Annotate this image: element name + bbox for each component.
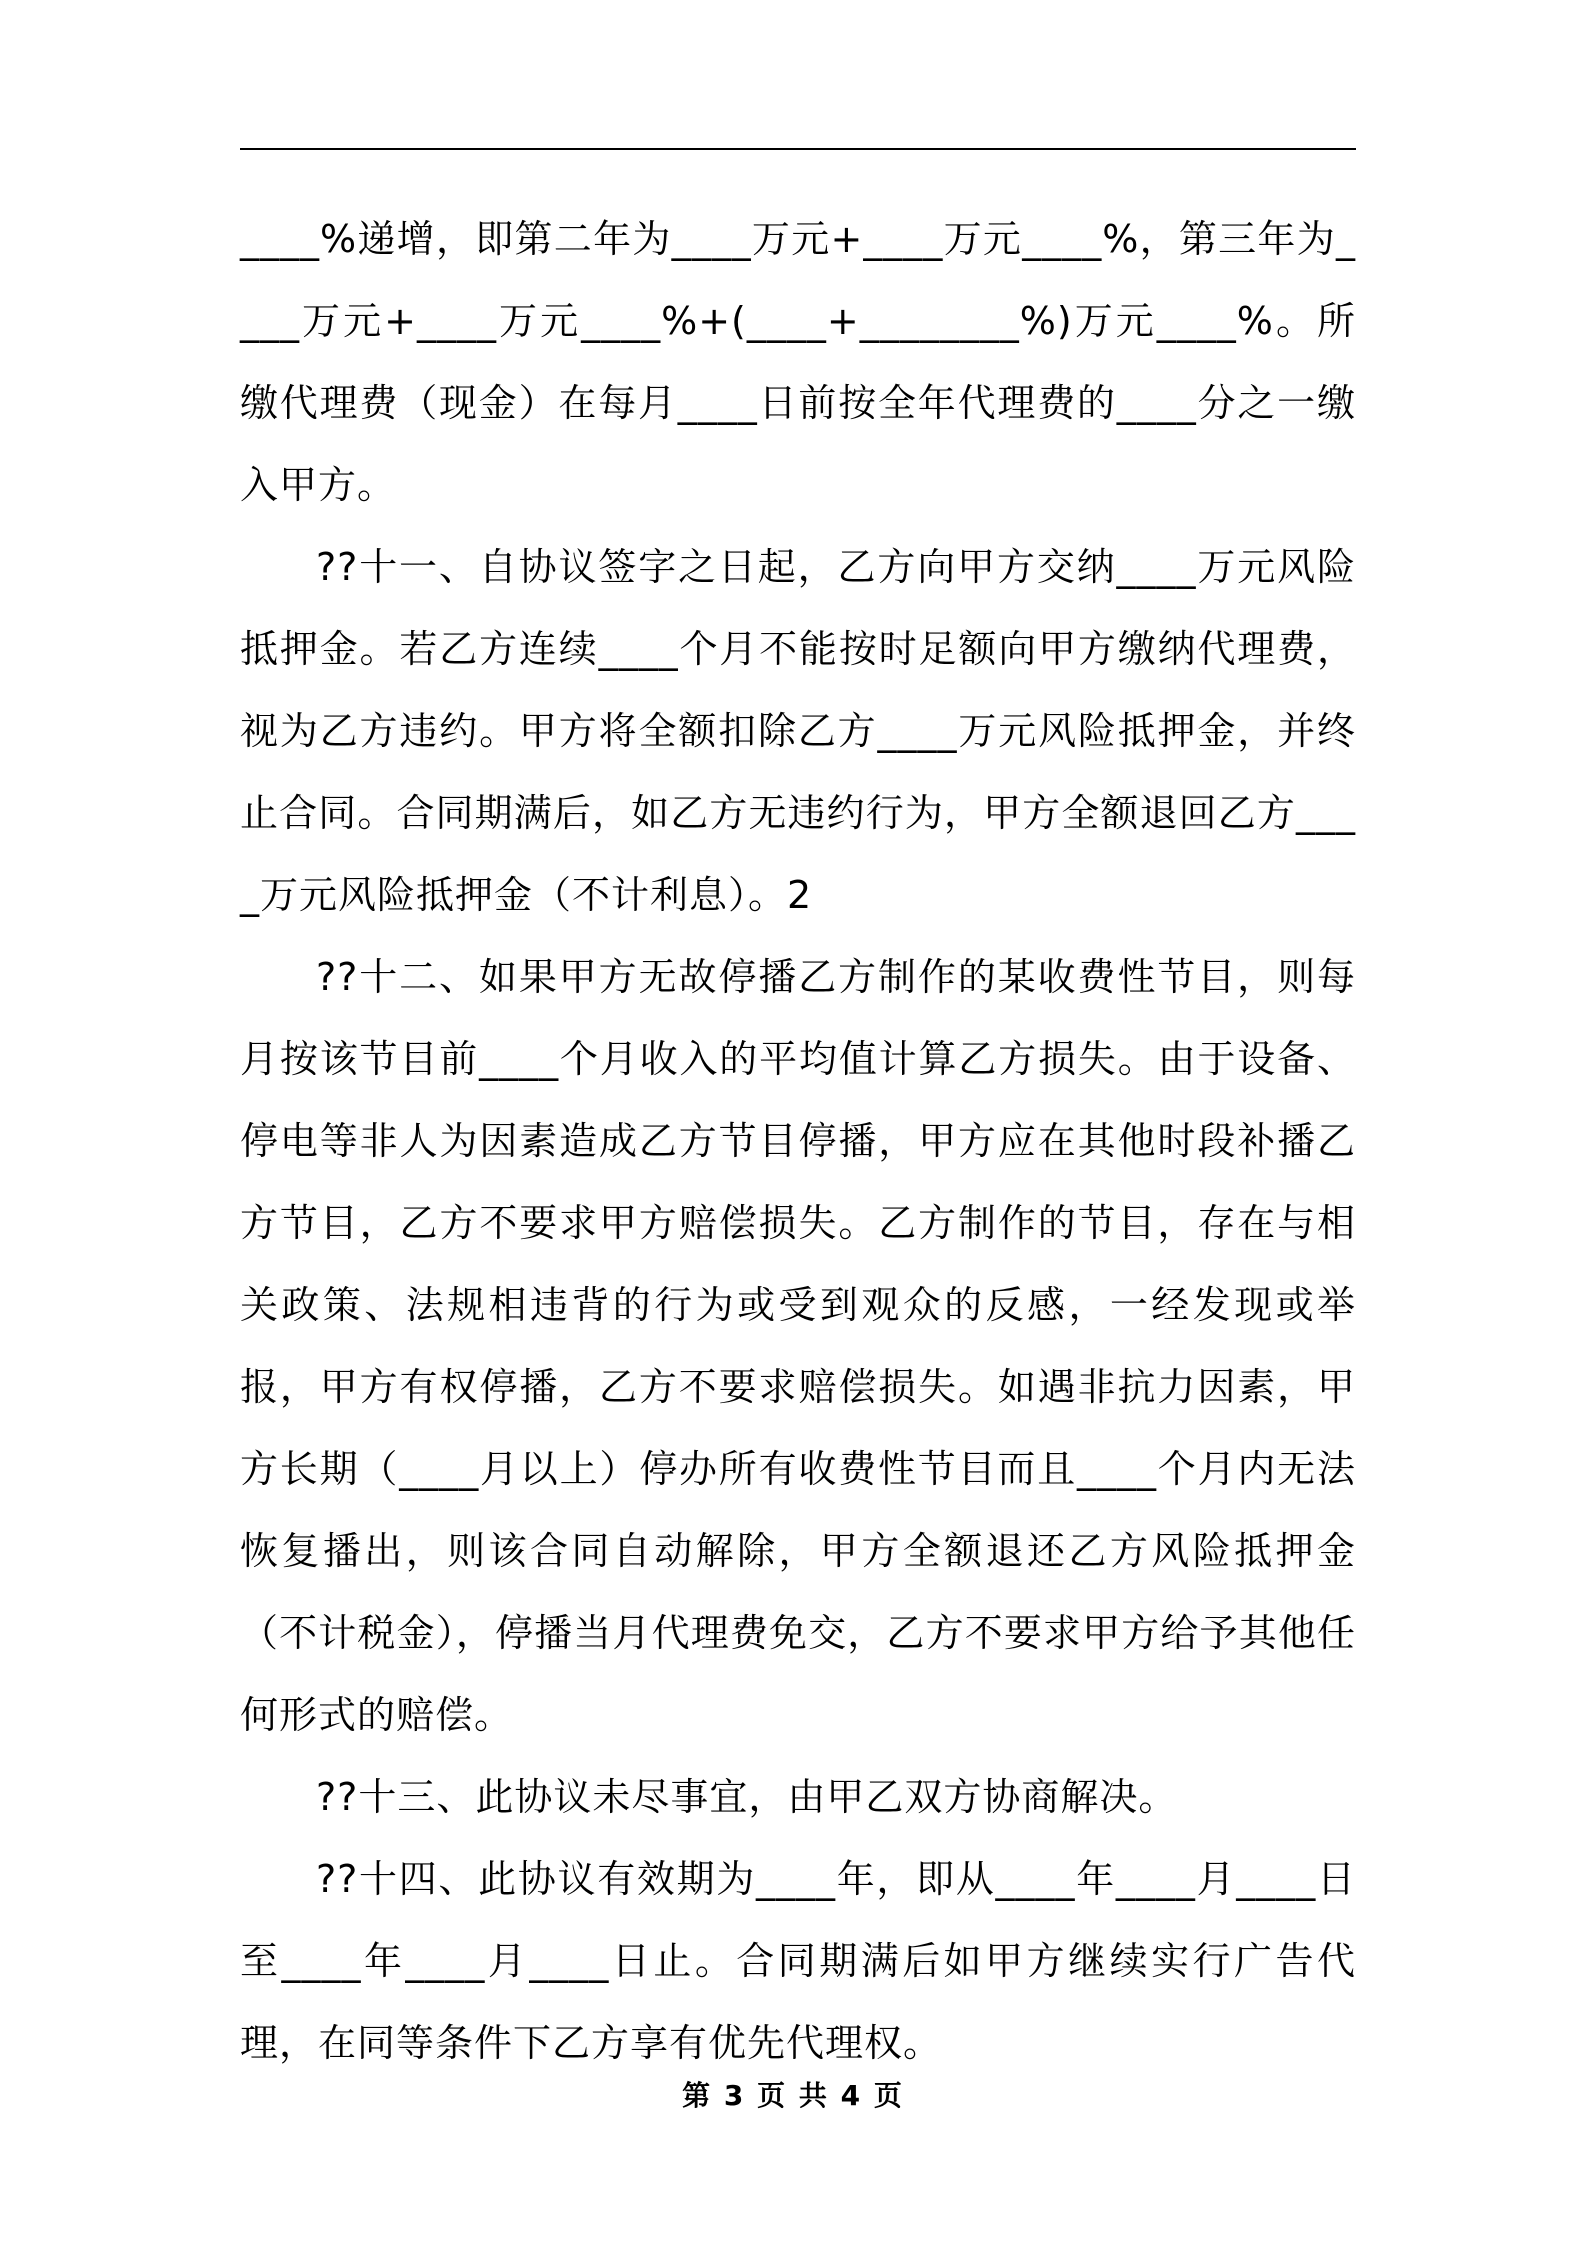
page-number-footer: 第 3 页 共 4 页 xyxy=(682,2079,904,2112)
clause-13-paragraph: ??十三、此协议未尽事宜，由甲乙双方协商解决。 xyxy=(316,1775,1178,1819)
clause-11-paragraph: ??十一、自协议签字之日起，乙方向甲方交纳____万元风险抵押金。若乙方连续____个月不能按时足额向甲方缴纳代理费，视为乙方违约。甲方将全额扣除乙方____万元风险抵押金，并终止合同。合同期满后，如乙方无违约行为，甲方全额退回乙方____万元风险抵押金（不计利息）。2 xyxy=(240,545,1356,917)
document-body xyxy=(240,198,1356,2084)
header-rule xyxy=(240,148,1356,150)
clause-14-paragraph: ??十四、此协议有效期为____年，即从____年____月____日至____年____月____日止。合同期满后如甲方继续实行广告代理，在同等条件下乙方享有优先代理权。 xyxy=(240,1857,1356,2065)
paragraph-continuation: ____%递增，即第二年为____万元+____万元____%，第三年为____万元+____万元____%+(____+________%)万元____%。所缴代理费（现金）在每月____日前按全年代理费的____分之一缴入甲方。 xyxy=(240,217,1356,507)
clause-12-paragraph: ??十二、如果甲方无故停播乙方制作的某收费性节目，则每月按该节目前____个月收入的平均值计算乙方损失。由于设备、停电等非人为因素造成乙方节目停播，甲方应在其他时段补播乙方节目，乙方不要求甲方赔偿损失。乙方制作的节目，存在与相关政策、法规相违背的行为或受到观众的反感，一经发现或举报，甲方有权停播，乙方不要求赔偿损失。如遇非抗力因素，甲方长期（____月以上）停办所有收费性节目而且____个月内无法恢复播出，则该合同自动解除，甲方全额退还乙方风险抵押金（不计税金），停播当月代理费免交，乙方不要求甲方给予其他任何形式的赔偿。 xyxy=(240,955,1356,1737)
